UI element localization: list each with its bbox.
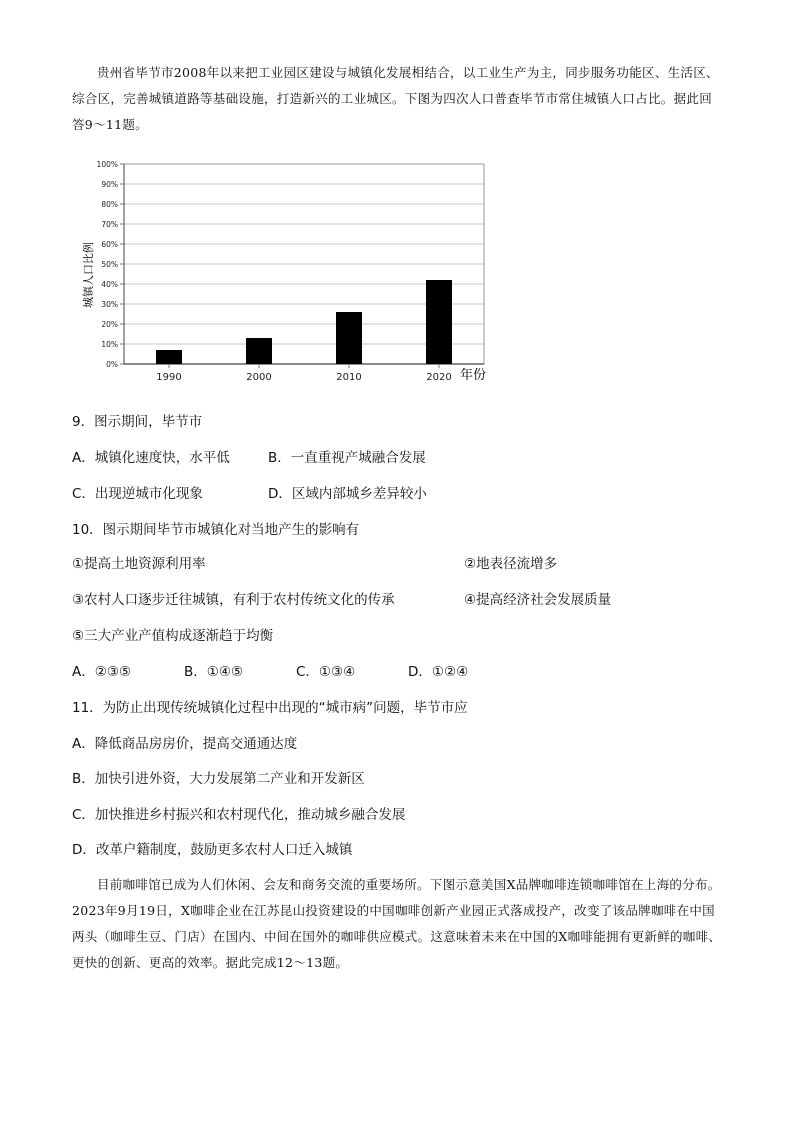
intro-paragraph-1 [72, 60, 722, 138]
q11-option-a: A．降低商品房房价，提高交通通达度 [72, 736, 298, 752]
bar-1990 [156, 350, 182, 364]
q11-option-b: B．加快引进外资，大力发展第二产业和开发新区 [72, 771, 365, 787]
q11-option-c: C．加快推进乡村振兴和农村现代化，推动城乡融合发展 [72, 807, 406, 823]
q10-statement-2: ②地表径流增多 [464, 556, 558, 572]
y-tick-label: 20% [101, 320, 118, 329]
intro-text-1: 贵州省毕节市2008年以来把工业园区建设与城镇化发展相结合，以工业生产为主，同步服务功能区、生活区、综合区，完善城镇道路等基础设施，打造新兴的工业城区。下图为四次人口普查毕节市常住城镇人口占比。据此回答9～11题。 [72, 65, 719, 132]
q10-statement-3: ③农村人口逐步迁往城镇，有利于农村传统文化的传承 [72, 592, 395, 608]
q10-option-b: B．①④⑤ [184, 664, 244, 680]
x-tick-label: 2020 [426, 372, 452, 383]
y-tick-label: 10% [101, 340, 118, 349]
q9-options-row-2 [72, 482, 427, 502]
x-tick-label: 1990 [156, 372, 182, 383]
q10-option-c: C．①③④ [296, 664, 356, 680]
q10-option-d: D．①②④ [408, 664, 469, 680]
chart-y-ticks [97, 160, 118, 369]
y-tick-label: 80% [101, 200, 118, 209]
y-tick-label: 70% [101, 220, 118, 229]
bar-2000 [246, 338, 272, 364]
q9-option-a: A．城镇化速度快，水平低 [72, 450, 230, 466]
q9-stem: 9．图示期间，毕节市 [72, 414, 203, 430]
y-tick-label: 100% [96, 160, 118, 169]
q10-option-a: A．②③⑤ [72, 664, 132, 680]
chart-bars [156, 280, 452, 364]
q9-option-b: B．一直重视产城融合发展 [268, 450, 426, 466]
q9-option-c: C．出现逆城市化现象 [72, 486, 203, 502]
x-tick-label: 2010 [336, 372, 362, 383]
bar-2010 [336, 312, 362, 364]
intro-text-2: 目前咖啡馆已成为人们休闲、会友和商务交流的重要场所。下图示意美国X品牌咖啡连锁咖啡馆在上海的分布。2023年9月19日，X咖啡企业在江苏昆山投资建设的中国咖啡创新产业园正式落成投产，改变了该品牌咖啡在中国两头（咖啡生豆、门店）在国内、中间在国外的咖啡供应模式。这意味着未来在中国的X咖啡能拥有更新鲜的咖啡、更快的创新、更高的效率。据此完成12～13题。 [72, 877, 722, 970]
chart-x-ticks [156, 364, 451, 383]
chart-x-axis-label: 年份 [460, 368, 487, 383]
urban-population-chart [72, 150, 502, 390]
chart-y-axis-label: 城镇人口比例 [82, 242, 95, 308]
q10-statement-5: ⑤三大产业产值构成逐渐趋于均衡 [72, 628, 274, 644]
q9-option-d: D．区域内部城乡差异较小 [268, 486, 427, 502]
y-tick-label: 0% [106, 360, 118, 369]
y-tick-label: 30% [101, 300, 118, 309]
q10-statement-1: ①提高土地资源利用率 [72, 556, 206, 572]
y-tick-label: 90% [101, 180, 118, 189]
q10-options-row [72, 660, 468, 680]
q11-stem: 11．为防止出现传统城镇化过程中出现的“城市病”问题，毕节市应 [72, 700, 468, 716]
y-tick-label: 40% [101, 280, 118, 289]
y-tick-label: 50% [101, 260, 118, 269]
q9-options-row-1 [72, 446, 426, 466]
q11-option-d: D．改革户籍制度，鼓励更多农村人口迁入城镇 [72, 842, 353, 858]
x-tick-label: 2000 [246, 372, 272, 383]
q10-statements-row-2 [72, 588, 611, 608]
bar-2020 [426, 280, 452, 364]
q10-statements-row-1 [72, 552, 557, 572]
q10-statement-4: ④提高经济社会发展质量 [464, 592, 612, 608]
intro-paragraph-2 [72, 872, 722, 976]
q10-stem: 10．图示期间毕节市城镇化对当地产生的影响有 [72, 522, 360, 538]
y-tick-label: 60% [101, 240, 118, 249]
